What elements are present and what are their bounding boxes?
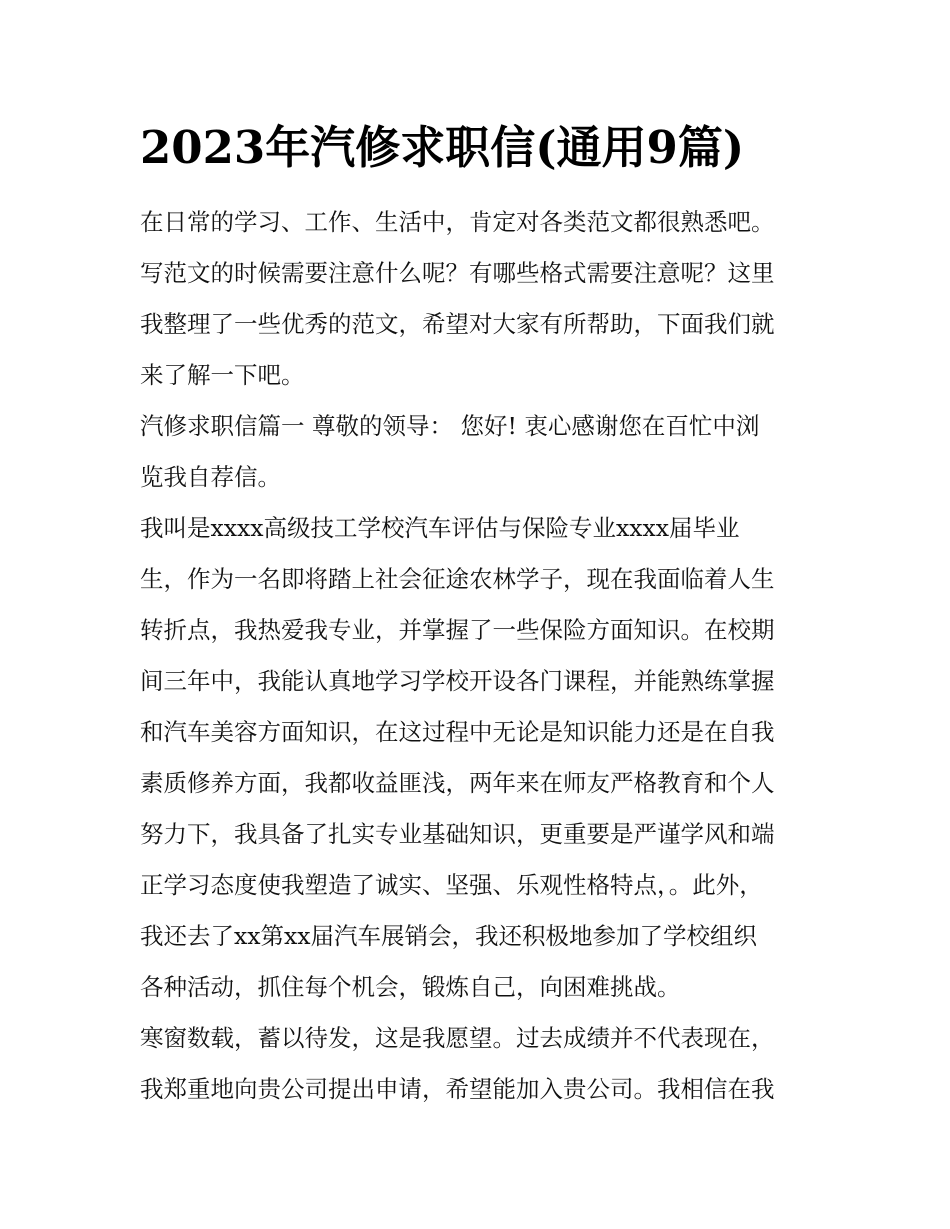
text-line: 努力下，我具备了扎实专业基础知识，更重要是严谨学风和端 <box>140 820 775 848</box>
text-line: 生，作为一名即将踏上社会征途农林学子，现在我面临着人生 <box>140 565 775 593</box>
text-line: 我整理了一些优秀的范文，希望对大家有所帮助，下面我们就 <box>140 310 775 338</box>
text-line: 我郑重地向贵公司提出申请，希望能加入贵公司。我相信在我 <box>140 1075 775 1103</box>
text-line: 写范文的时候需要注意什么呢？有哪些格式需要注意呢？这里 <box>140 259 775 287</box>
text-line: 素质修养方面，我都收益匪浅，两年来在师友严格教育和个人 <box>140 769 775 797</box>
text-line: 寒窗数载，蓄以待发，这是我愿望。过去成绩并不代表现在， <box>140 1024 775 1052</box>
text-line: 我叫是xxxx高级技工学校汽车评估与保险专业xxxx届毕业 <box>140 514 740 542</box>
text-line: 间三年中，我能认真地学习学校开设各门课程，并能熟练掌握 <box>140 667 775 695</box>
text-line: 和汽车美容方面知识，在这过程中无论是知识能力还是在自我 <box>140 718 775 746</box>
text-line: 转折点，我热爱我专业，并掌握了一些保险方面知识。在校期 <box>140 616 775 644</box>
text-line: 正学习态度使我塑造了诚实、坚强、乐观性格特点，。此外， <box>140 871 763 899</box>
document-body <box>140 197 820 1115</box>
text-line: 我还去了xx第xx届汽车展销会，我还积极地参加了学校组织 <box>140 922 758 950</box>
text-line: 览我自荐信。 <box>140 463 281 491</box>
document-title: 2023年汽修求职信(通用9篇) <box>140 121 745 174</box>
text-line: 各种活动，抓住每个机会，锻炼自己，向困难挑战。 <box>140 973 681 1001</box>
text-line: 汽修求职信篇一 尊敬的领导： 您好! 衷心感谢您在百忙中浏 <box>140 412 760 440</box>
text-line: 来了解一下吧。 <box>140 361 305 389</box>
text-line: 在日常的学习、工作、生活中，肯定对各类范文都很熟悉吧。 <box>140 208 775 236</box>
